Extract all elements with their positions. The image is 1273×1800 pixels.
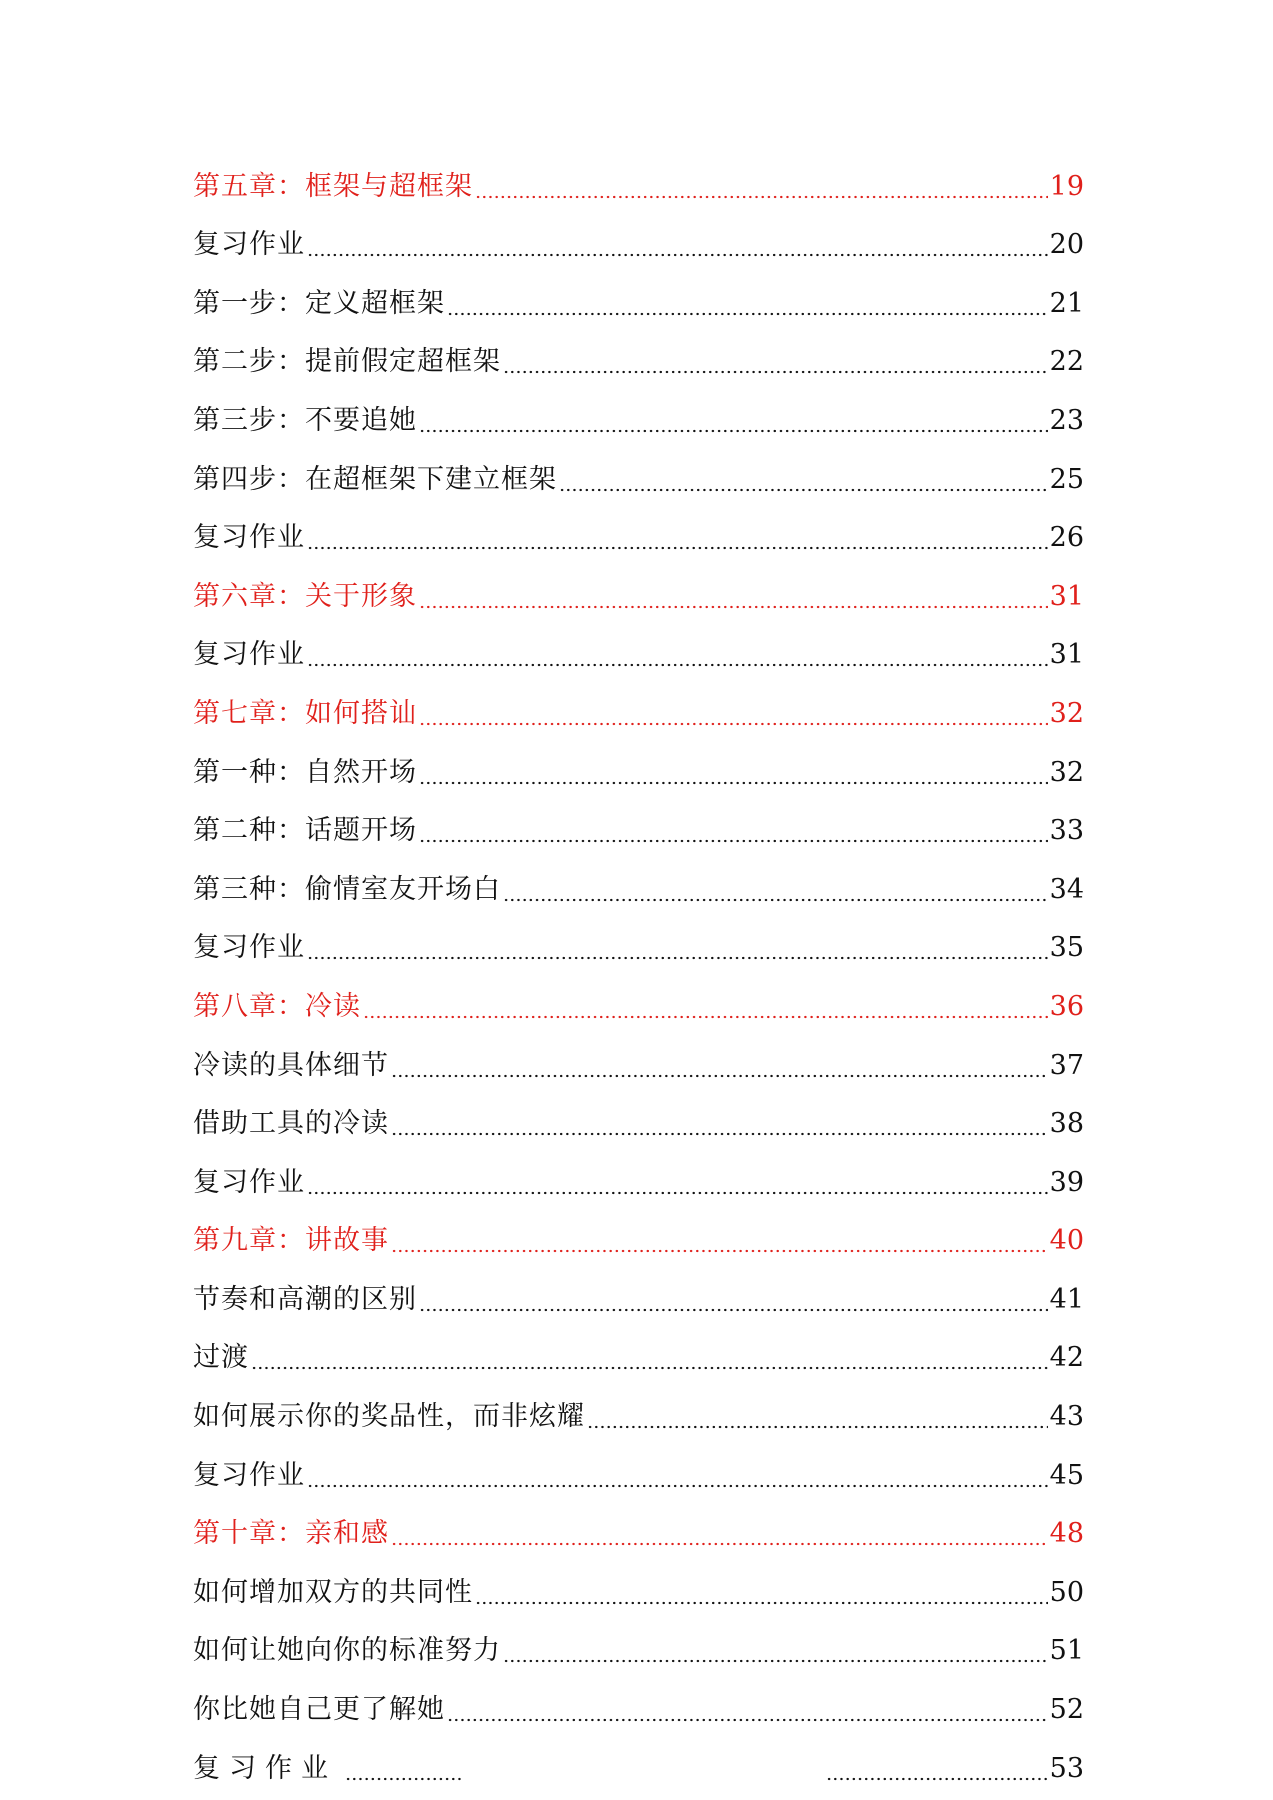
toc-dot-leader xyxy=(503,1634,1048,1668)
toc-dot-leader xyxy=(391,1107,1048,1141)
toc-entry[interactable] xyxy=(193,497,1084,556)
table-of-contents xyxy=(193,145,1084,1786)
toc-entry[interactable] xyxy=(193,555,1084,614)
toc-dot-leader xyxy=(391,1517,1048,1551)
toc-entry[interactable] xyxy=(193,672,1084,731)
toc-entry[interactable] xyxy=(193,321,1084,380)
toc-entry[interactable] xyxy=(193,204,1084,263)
toc-dot-leader xyxy=(307,521,1048,555)
toc-page-number: 31 xyxy=(1049,580,1084,612)
toc-page-number: 43 xyxy=(1049,1401,1084,1433)
toc-entry[interactable] xyxy=(193,379,1084,438)
toc-entry[interactable] xyxy=(193,1258,1084,1317)
toc-entry[interactable] xyxy=(193,1083,1084,1142)
toc-page-number: 36 xyxy=(1049,990,1084,1022)
toc-entry-title: 复习作业 xyxy=(193,522,305,554)
toc-dot-leader xyxy=(419,580,1048,614)
toc-entry[interactable] xyxy=(193,262,1084,321)
toc-dot-leader xyxy=(345,1752,463,1786)
toc-entry-title: 借助工具的冷读 xyxy=(193,1108,389,1140)
toc-entry-title: 第二步：提前假定超框架 xyxy=(193,346,501,378)
toc-page-number: 40 xyxy=(1049,1225,1084,1257)
toc-page-number: 19 xyxy=(1049,170,1084,202)
toc-dot-leader xyxy=(307,638,1048,672)
toc-entry-title: 复习作业 xyxy=(193,1752,337,1784)
toc-entry[interactable] xyxy=(193,1200,1084,1259)
toc-entry-title: 第五章：框架与超框架 xyxy=(193,170,473,202)
toc-dot-leader xyxy=(251,1341,1048,1375)
toc-dot-leader xyxy=(419,814,1048,848)
toc-page-number: 42 xyxy=(1049,1342,1084,1374)
toc-dot-leader xyxy=(475,170,1048,204)
toc-page-number: 39 xyxy=(1049,1166,1084,1198)
toc-entry-title: 复习作业 xyxy=(193,639,305,671)
toc-entry[interactable] xyxy=(193,1610,1084,1669)
toc-entry[interactable] xyxy=(193,1024,1084,1083)
toc-entry-title: 第九章：讲故事 xyxy=(193,1225,389,1257)
toc-entry[interactable] xyxy=(193,1317,1084,1376)
toc-entry-title: 如何增加双方的共同性 xyxy=(193,1576,473,1608)
toc-entry-title: 过渡 xyxy=(193,1342,249,1374)
toc-page-number: 52 xyxy=(1049,1694,1084,1726)
toc-page-number: 23 xyxy=(1049,404,1084,436)
toc-entry-title: 第三步：不要追她 xyxy=(193,404,417,436)
toc-entry[interactable] xyxy=(193,731,1084,790)
toc-page-number: 31 xyxy=(1049,639,1084,671)
toc-entry[interactable] xyxy=(193,965,1084,1024)
toc-dot-leader xyxy=(391,1224,1048,1258)
toc-dot-leader xyxy=(391,1049,1048,1083)
toc-entry[interactable] xyxy=(193,1727,1084,1786)
toc-page-number: 26 xyxy=(1049,522,1084,554)
toc-entry[interactable] xyxy=(193,1375,1084,1434)
toc-entry[interactable] xyxy=(193,1493,1084,1552)
toc-dot-leader xyxy=(419,1283,1048,1317)
toc-dot-leader xyxy=(503,873,1048,907)
toc-entry-title: 第一种：自然开场 xyxy=(193,756,417,788)
toc-entry[interactable] xyxy=(193,1551,1084,1610)
toc-entry[interactable] xyxy=(193,614,1084,673)
toc-page-number: 34 xyxy=(1049,873,1084,905)
toc-entry-title: 第四步：在超框架下建立框架 xyxy=(193,463,557,495)
toc-page-number: 25 xyxy=(1049,463,1084,495)
toc-entry-title: 你比她自己更了解她 xyxy=(193,1694,445,1726)
toc-entry[interactable] xyxy=(193,790,1084,849)
toc-entry-title: 第八章：冷读 xyxy=(193,990,361,1022)
toc-entry[interactable] xyxy=(193,145,1084,204)
toc-dot-leader xyxy=(503,345,1048,379)
toc-page-number: 41 xyxy=(1049,1283,1084,1315)
toc-entry-title: 第三种：偷情室友开场白 xyxy=(193,873,501,905)
toc-page-number: 38 xyxy=(1049,1108,1084,1140)
toc-entry-title: 第七章：如何搭讪 xyxy=(193,697,417,729)
toc-page-number: 35 xyxy=(1049,932,1084,964)
toc-dot-leader xyxy=(307,228,1048,262)
toc-page-number: 33 xyxy=(1049,815,1084,847)
toc-entry[interactable] xyxy=(193,848,1084,907)
toc-entry[interactable] xyxy=(193,907,1084,966)
toc-entry-title: 复习作业 xyxy=(193,1166,305,1198)
toc-dot-leader xyxy=(475,1576,1048,1610)
toc-page-number: 45 xyxy=(1049,1459,1084,1491)
toc-dot-leader xyxy=(419,404,1048,438)
toc-dot-leader xyxy=(419,697,1048,731)
toc-entry[interactable] xyxy=(193,1141,1084,1200)
toc-page-number: 32 xyxy=(1049,697,1084,729)
toc-entry-title: 第六章：关于形象 xyxy=(193,580,417,612)
toc-dot-leader xyxy=(826,1752,1048,1786)
toc-page-number: 50 xyxy=(1049,1576,1084,1608)
toc-dot-leader xyxy=(307,1459,1048,1493)
toc-entry[interactable] xyxy=(193,1434,1084,1493)
toc-dot-leader xyxy=(363,990,1048,1024)
toc-entry-title: 第十章：亲和感 xyxy=(193,1518,389,1550)
toc-entry-title: 如何让她向你的标准努力 xyxy=(193,1635,501,1667)
toc-entry-title: 复习作业 xyxy=(193,229,305,261)
toc-entry-title: 第二种：话题开场 xyxy=(193,815,417,847)
toc-entry-title: 第一步：定义超框架 xyxy=(193,287,445,319)
toc-page-number: 20 xyxy=(1049,229,1084,261)
toc-entry[interactable] xyxy=(193,1668,1084,1727)
toc-page-number: 51 xyxy=(1049,1635,1084,1667)
toc-page-number: 32 xyxy=(1049,756,1084,788)
toc-dot-leader xyxy=(447,1693,1048,1727)
toc-dot-leader xyxy=(307,1166,1048,1200)
toc-dot-leader xyxy=(587,1400,1048,1434)
toc-page-number: 22 xyxy=(1049,346,1084,378)
toc-entry-title: 冷读的具体细节 xyxy=(193,1049,389,1081)
toc-page-number: 48 xyxy=(1049,1518,1084,1550)
toc-entry-title: 如何展示你的奖品性，而非炫耀 xyxy=(193,1401,585,1433)
toc-dot-leader xyxy=(307,931,1048,965)
toc-entry-title: 节奏和高潮的区别 xyxy=(193,1283,417,1315)
toc-page-number: 37 xyxy=(1049,1049,1084,1081)
toc-page-number: 21 xyxy=(1049,287,1084,319)
toc-dot-leader xyxy=(447,287,1048,321)
toc-page-number: 53 xyxy=(1049,1752,1084,1784)
toc-dot-leader xyxy=(559,463,1048,497)
toc-entry-title: 复习作业 xyxy=(193,932,305,964)
toc-dot-leader xyxy=(419,756,1048,790)
toc-entry[interactable] xyxy=(193,438,1084,497)
toc-entry-title: 复习作业 xyxy=(193,1459,305,1491)
